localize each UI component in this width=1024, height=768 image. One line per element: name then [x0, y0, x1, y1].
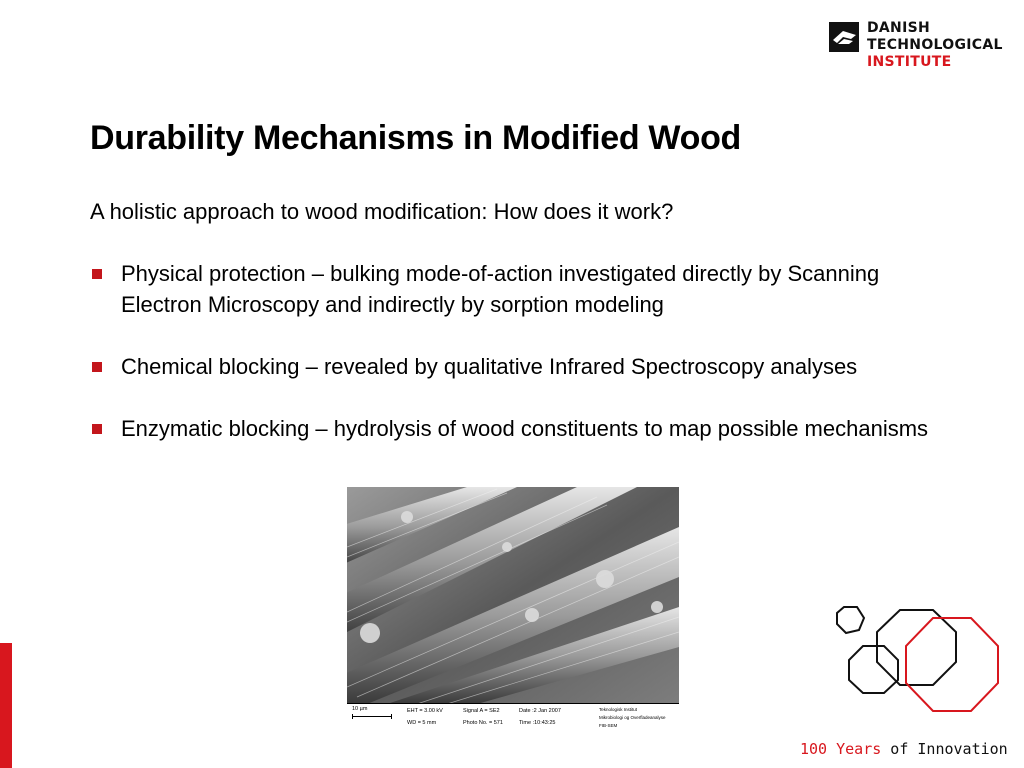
sem-org-2: Mikrobiologi og Overfladeanalyse [599, 715, 666, 720]
logo-line-3: INSTITUTE [867, 54, 952, 70]
left-accent-bar [0, 643, 12, 768]
sem-scale-bar [352, 716, 392, 717]
footer-years: 100 Years [800, 740, 882, 758]
sem-time: Time :10:43:25 [519, 720, 556, 726]
logo-line-2: TECHNOLOGICAL [867, 37, 1003, 53]
company-logo [829, 18, 1019, 72]
sem-date: Date :2 Jan 2007 [519, 708, 561, 714]
sem-photo-no: Photo No. = 571 [463, 720, 503, 726]
footer-tagline [800, 740, 1008, 758]
bullet-text: Enzymatic blocking – hydrolysis of wood constituents to map possible mechanisms [121, 416, 929, 441]
sem-wd: WD = 5 mm [407, 720, 437, 726]
sem-image-graphic [347, 487, 679, 704]
slide-title: Durability Mechanisms in Modified Wood [90, 119, 742, 157]
bullet-square-icon [92, 269, 102, 279]
bullet-item [90, 258, 930, 320]
dti-logo-icon [829, 22, 859, 52]
sem-signal: Signal A = SE2 [463, 708, 500, 714]
sem-info-bar [347, 703, 679, 736]
bullet-list [90, 258, 930, 475]
logo-line-1: DANISH [867, 20, 930, 36]
sem-micrograph [347, 487, 679, 736]
bullet-text: Physical protection – bulking mode-of-action investigated directly by Scanning Electron Microscopy and indirectly by sorption modeling [121, 261, 880, 317]
sem-eht: EHT = 3.00 kV [407, 708, 443, 714]
octagon-decoration-icon [820, 600, 1024, 730]
sem-org-3: FIB-SEM [599, 723, 618, 728]
logo-wordmark [867, 20, 1003, 71]
bullet-text: Chemical blocking – revealed by qualitative Infrared Spectroscopy analyses [121, 354, 858, 379]
bullet-item [90, 413, 930, 444]
bullet-square-icon [92, 424, 102, 434]
bullet-square-icon [92, 362, 102, 372]
footer-innovation: of Innovation [881, 740, 1008, 758]
sem-org-1: Teknologisk Institut [599, 707, 638, 712]
bullet-item [90, 351, 930, 382]
slide-subtitle: A holistic approach to wood modification: How does it work? [90, 199, 674, 224]
sem-scale-label: 10 µm [352, 706, 368, 712]
